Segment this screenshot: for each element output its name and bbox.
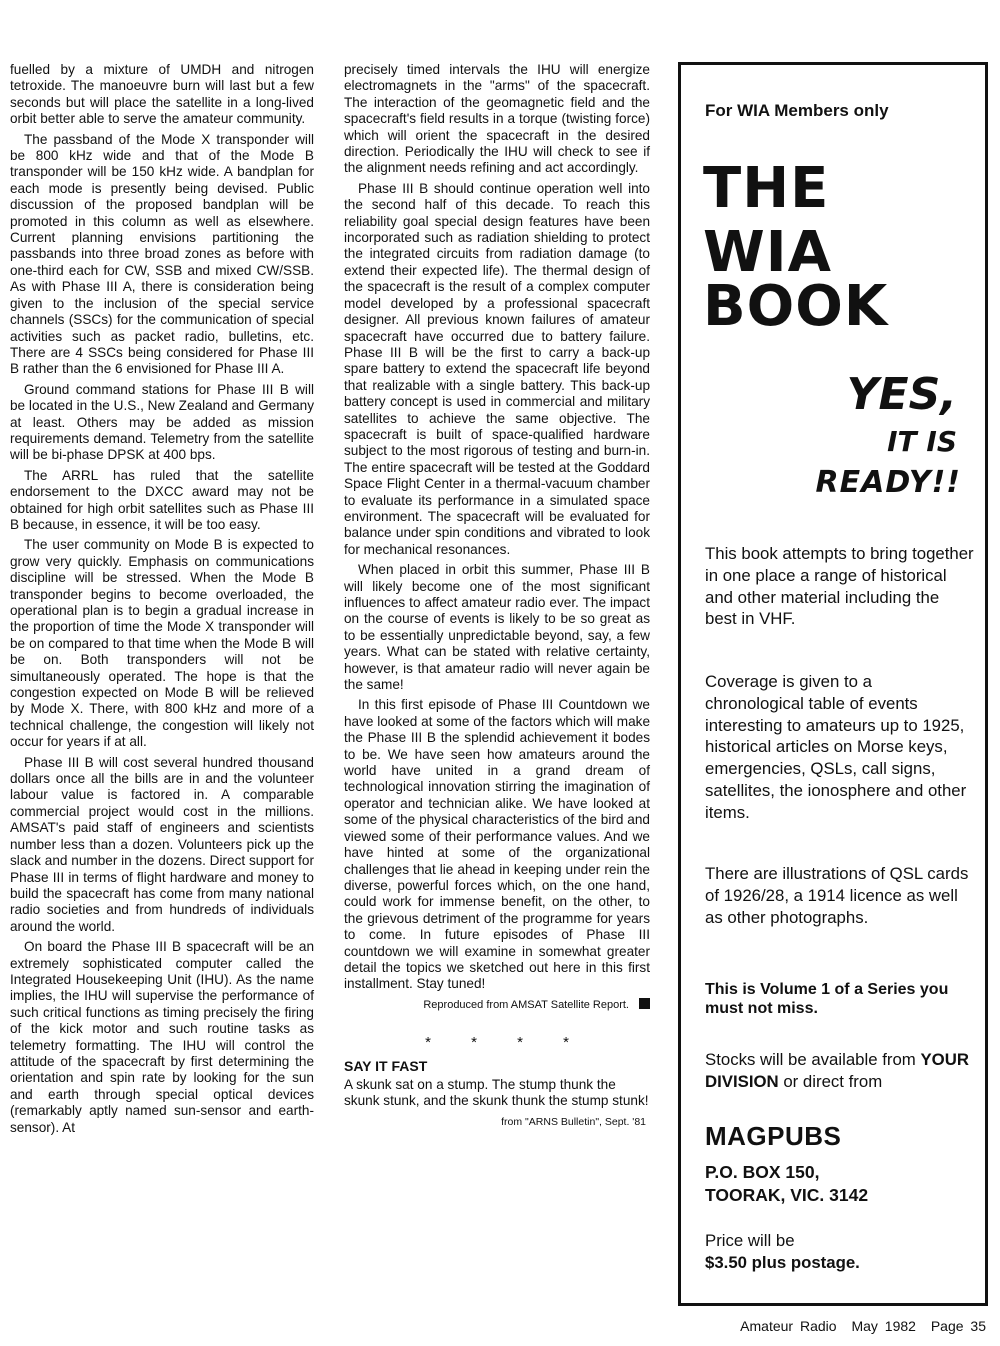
article-paragraph: precisely timed intervals the IHU will energize electromagnets in the "arms" of the spacecraft. The interaction of the geomagnetic field and the spacecraft's field results in a torque (twisting force) which will orient the spacecraft in the desired direction. Periodically the IHU will check to see if the alignment needs refining and act accordingly. (344, 62, 650, 176)
wia-book-advertisement (678, 62, 988, 1306)
article-paragraph: Phase III B will cost several hundred thousand dollars once all the bills are in and the volunteer labour value is factored in. A comparable commercial project would cost in the millions. AMSAT's paid staff of engineers and scientists number less than a dozen. Volunteers pick up the slack and number in the dozens. Direct support for Phase III in terms of flight hardware and money to build the spacecraft has come from many national radio societies and from hundreds of individuals around the world. (10, 754, 314, 934)
ad-address-line: P.O. BOX 150, (705, 1162, 820, 1182)
article-paragraph: The ARRL has ruled that the satellite endorsement to the DXCC award may not be obtained for high orbit satellites such as Phase III B because, in essence, it will be too easy. (10, 467, 314, 532)
footer-page-number: Page 35 (930, 1318, 986, 1334)
ad-members-only: For WIA Members only (705, 101, 889, 120)
ad-publisher: MAGPUBS (705, 1121, 842, 1151)
article-paragraph: fuelled by a mixture of UMDH and nitrogen tetroxide. The manoeuvre burn will last but a few seconds but will place the satellite in a long-lived orbit better able to serve the amateur community. (10, 62, 314, 127)
say-it-fast-body: A skunk sat on a stump. The stump thunk the skunk stunk, and the skunk thunk the stump stunk! (344, 1076, 649, 1109)
footer-date: May 1982 (851, 1318, 916, 1334)
ad-coverage: Coverage is given to a chronological table of events interesting to amateurs up to 1925, historical articles on Morse keys, emergencies, QSLs, call signs, satellites, the ionosphere and other items. (705, 672, 967, 822)
page-footer (732, 1318, 986, 1334)
ad-illustrations: There are illustrations of QSL cards of 1926/28, a 1914 licence as well as other photographs. (705, 864, 969, 927)
ad-title-line: BOOK (703, 274, 889, 339)
section-divider-stars: * * * * (425, 1034, 587, 1052)
article-paragraph: The user community on Mode B is expected to grow very quickly. Emphasis on communications discipline will be stressed. When the Mode B transponder begins to become overloaded, the operational plan is to begin a gradual increase in the proportion of time the Mode X transponder will be on compared to that time when the Mode B will be on. Both transponders will not be simultaneously operated. The hope is that the congestion expected on Mode B will be relieved by Mode X. There, with 800 kHz and more of a technical challenge, the congestion will likely not occur for years if at all. (10, 537, 314, 750)
article-paragraph: On board the Phase III B spacecraft will be an extremely sophisticated computer called the Integrated Housekeeping Unit (IHU). As the name implies, the IHU will supervise the performance of such critical functions as timing precisely the firing of the kick motor and such routine tasks as telemetry formatting. The IHU will control the attitude of the spacecraft by first determining the orientation and spin rate by looking for the sun and earth through special optical devices (remarkably aptly named sun-sensor and earth-sensor). At (10, 939, 314, 1135)
credit-text: Reproduced from AMSAT Satellite Report. (423, 998, 629, 1011)
ad-yes-line: IT IS (887, 425, 957, 458)
article-paragraph: The passband of the Mode X transponder will be 800 kHz wide and that of the Mode B transponder will be 150 kHz wide. A bandplan for each mode is presently being devised. Public discussion of the proposed bandplan will be promoted in this column as well as elsewhere. Current planning envisions partitioning the passbands into three broad zones as before with one-third each for CW, SSB and mixed CW/SSB. As with Phase III A, there is consideration being given to the inclusion of the special service channels (SSCs) for the communication of special activities such as packet radio, bulletins, etc. There are 4 SSCs being considered for Phase III B rather than the 6 envisioned for Phase III A. (10, 131, 314, 377)
ad-series-note: This is Volume 1 of a Series you must not miss. (705, 981, 949, 1017)
article-paragraph: When placed in orbit this summer, Phase III B will likely become one of the most significant influences to affect amateur radio ever. The impact on the course of events is likely to be so great as to be essentially unpredictable beyond, say, a few years. What can be stated with relative certainty, however, is that amateur radio will never again be the same! (344, 562, 650, 693)
ad-stocks (705, 1049, 975, 1093)
article-column-left (10, 62, 314, 1140)
footer-magazine: Amateur Radio (740, 1318, 837, 1334)
ad-title-line: WIA (703, 220, 832, 285)
article-paragraph: Phase III B should continue operation well into the second half of this decade. To reach this reliability goal special design features have been incorporated such as radiation shielding to protect the integrated circuits from radiation damage (to extend their expected life). The thermal design of the spacecraft is the result of a complex computer model developed by a professional spacecraft designer. All previous known failures of amateur spacecraft have occurred due to battery failure. Phase III B will be the first to carry a back-up spare battery to extend the spacecraft life beyond that realizable with a single battery. This back-up battery concept is used in commercial and military satellites to achieve the same objective. The spacecraft is built of space-qualified hardware subject to the most rigorous of testing and burn-in. The entire spacecraft will be tested at the Goddard Space Flight Center in a thermal-vacuum chamber to evaluate its performance in a simulated space environment. The spacecraft will be evaluated for balance under spin conditions and vibrated to look for mechanical resonances. (344, 180, 650, 557)
ad-title-line: THE (703, 156, 830, 221)
ad-description: This book attempts to bring together in one place a range of historical and other material including the best in VHF. (705, 544, 974, 629)
stocks-text: Stocks will be available from (705, 1050, 921, 1069)
stocks-division: YOUR DIVISION (705, 1050, 969, 1091)
ad-price-value: $3.50 plus postage. (705, 1253, 860, 1272)
article-paragraph: In this first episode of Phase III Countdown we have looked at some of the factors which will make the Phase III B the splendid achievement it bodes to be. We have seen how amateurs around the world have united in a grand dream of technological innovation stirring the imagination of operator and technician alike. We have looked at some of the physical characteristics of the bird and viewed some of their performance values. And we have hinted at some of the organizational challenges that lie ahead in keeping under rein the diverse, powerful forces which, on the one hand, could work for immense benefit, on the other, to the grievous detriment of the programme for years to come. In future episodes of Phase III countdown we will examine in somewhat greater detail the topics we sketched out here in this first installment. Stay tuned! (344, 697, 651, 992)
end-mark-icon (639, 998, 650, 1009)
ad-yes-line: YES, (846, 369, 957, 420)
ad-yes-line: READY!! (815, 465, 961, 500)
article-paragraph: Ground command stations for Phase III B will be located in the U.S., New Zealand and Germany at least. Others may be added as mission requirements demand. Telemetry from the satellite will be bi-phase DPSK at 400 bps. (10, 381, 314, 463)
say-it-fast-heading: SAY IT FAST (344, 1057, 428, 1074)
article-credit (344, 997, 650, 1013)
ad-price-label: Price will be (705, 1231, 795, 1250)
ad-address-line: TOORAK, VIC. 3142 (705, 1185, 869, 1205)
say-it-fast-source: from "ARNS Bulletin", Sept. '81 (501, 1115, 646, 1128)
article-column-middle (344, 62, 650, 1130)
stocks-text-end: or direct from (778, 1071, 883, 1091)
